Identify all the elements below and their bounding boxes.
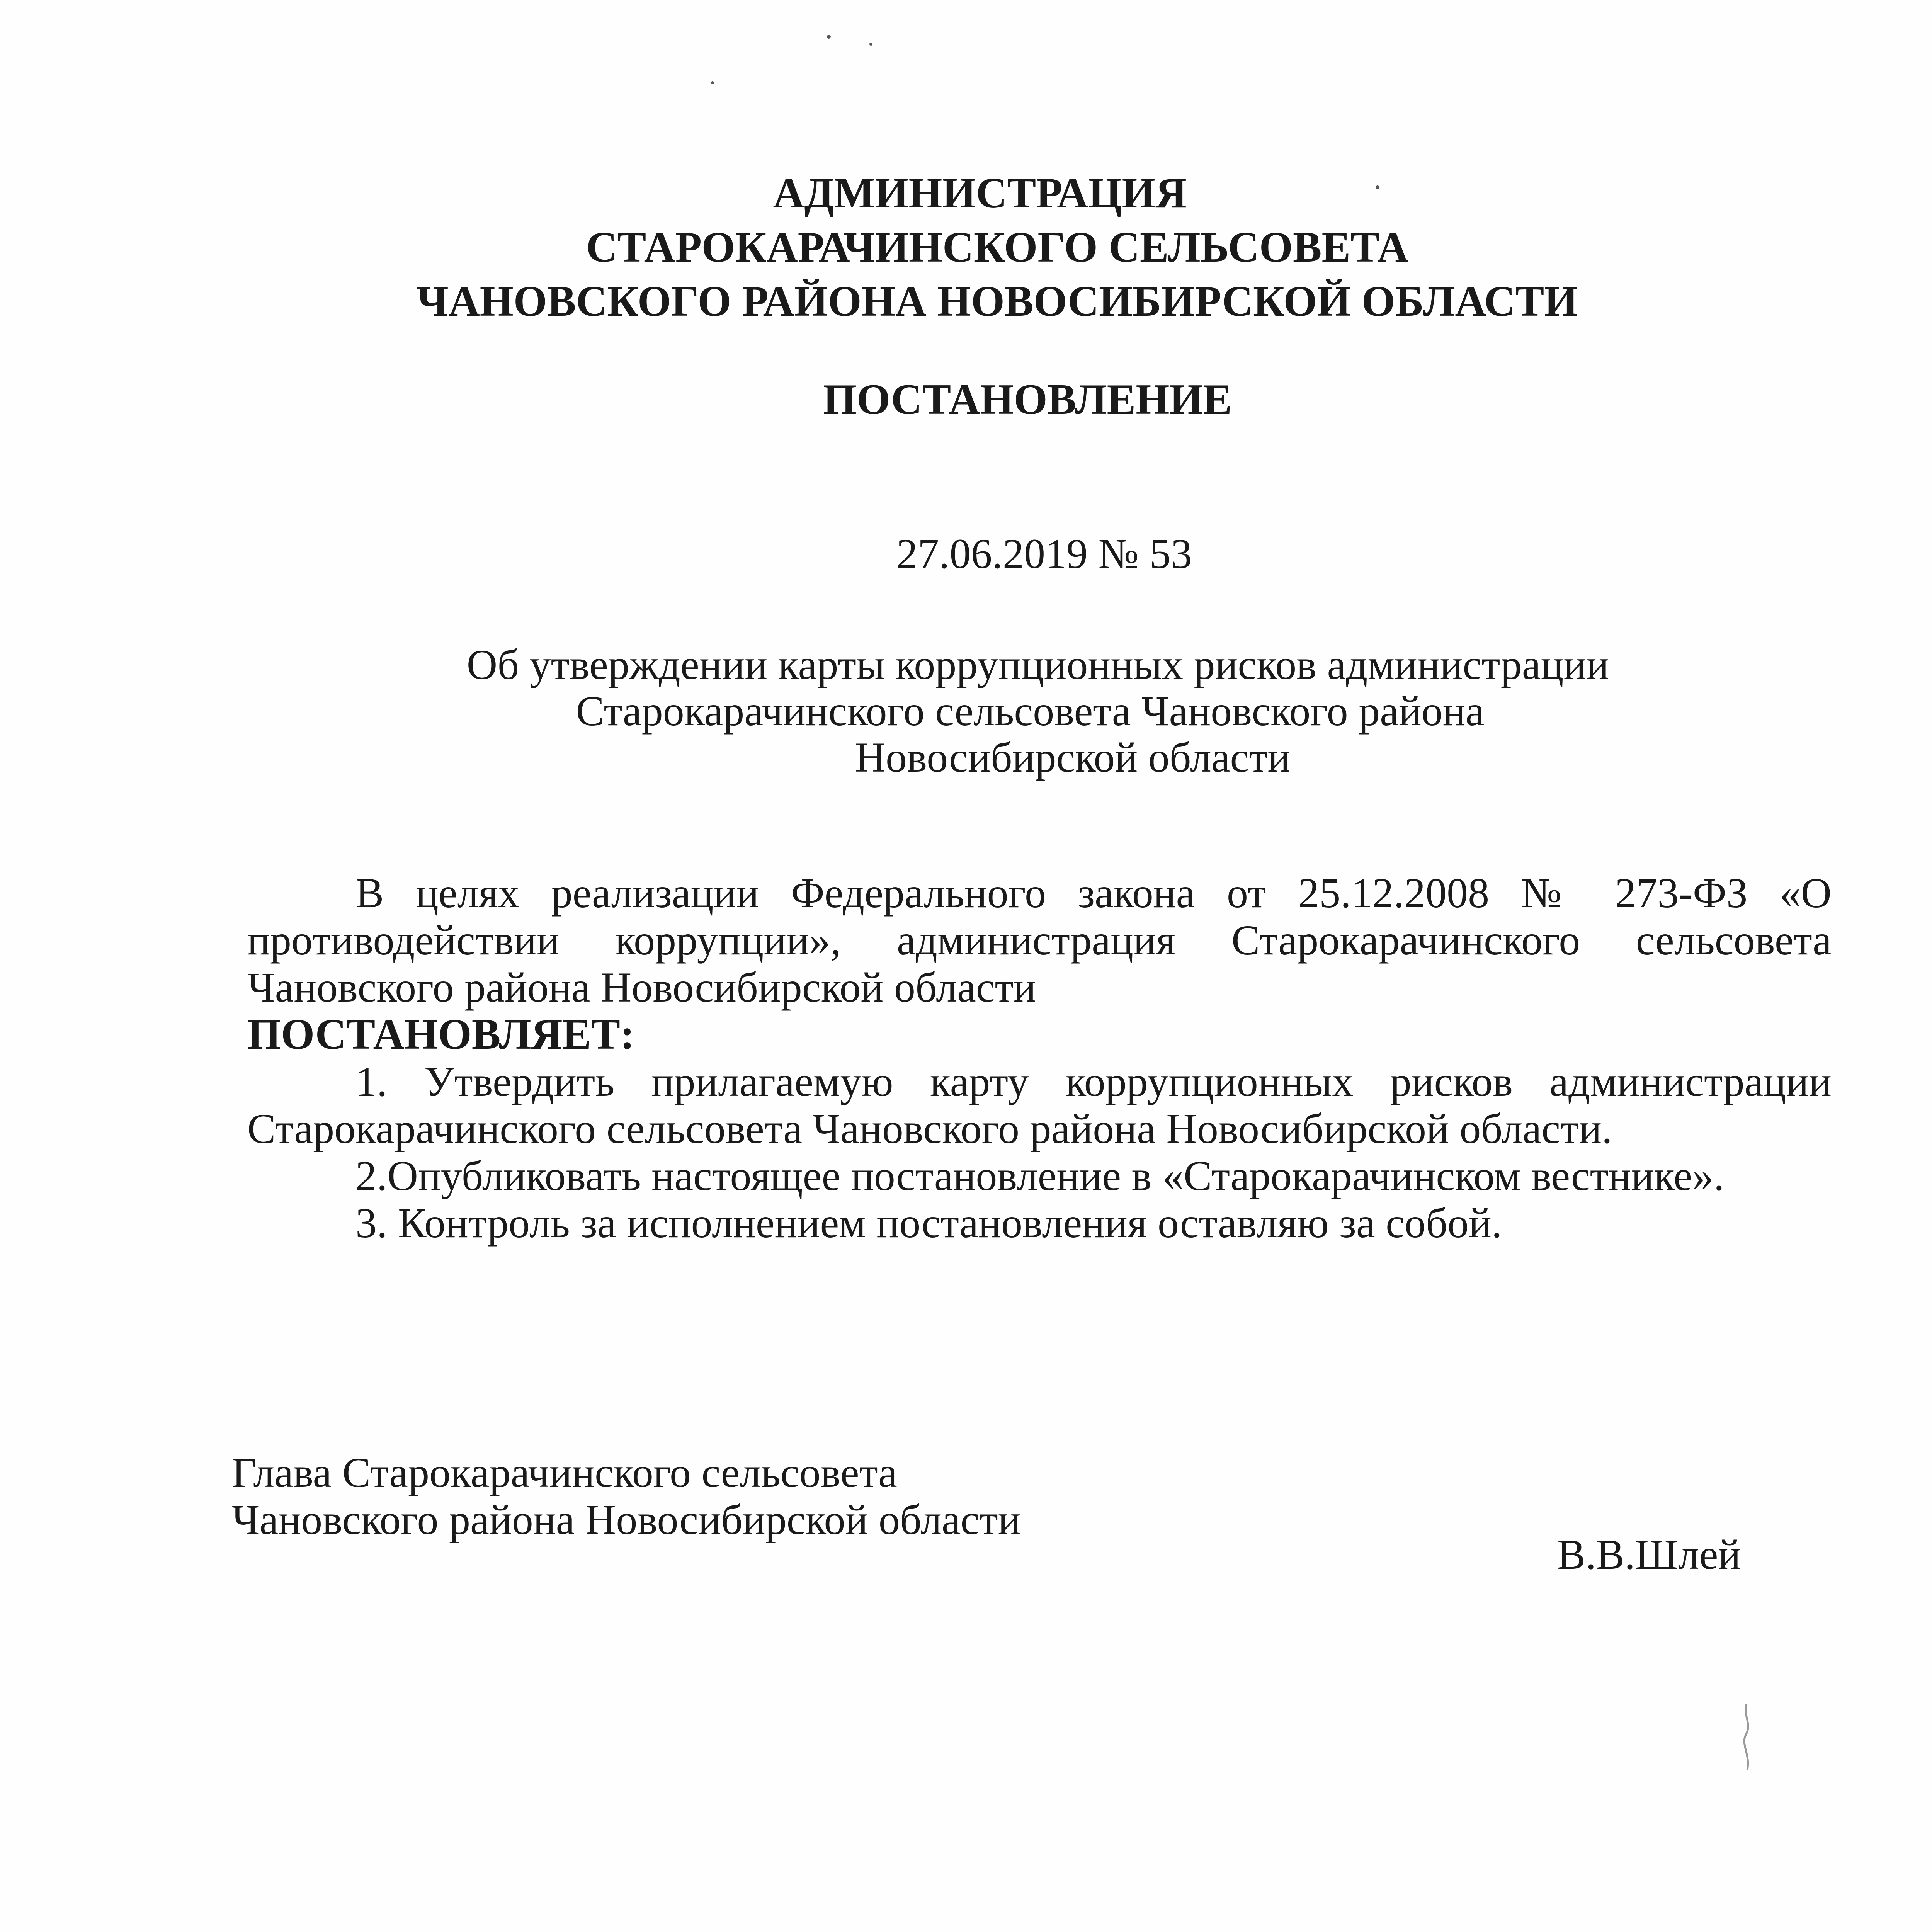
header-line-region: ЧАНОВСКОГО РАЙОНА НОВОСИБИРСКОЙ ОБЛАСТИ	[417, 277, 1578, 325]
document-type-title: ПОСТАНОВЛЕНИЕ	[823, 376, 1232, 423]
subject-line-2: Старокарачинского сельсовета Чановского района	[576, 687, 1485, 735]
document-subject	[0, 641, 1932, 781]
header-line-organization: АДМИНИСТРАЦИЯ	[773, 169, 1187, 217]
resolution-item-1: 1. Утвердить прилагаемую карту коррупционных рисков администрации Старокарачинского сельсовета Чановского района Новосибирской области.	[247, 1058, 1832, 1152]
subject-line-3: Новосибирской области	[855, 734, 1291, 781]
preamble-paragraph: В целях реализации Федерального закона от 25.12.2008 № 273-ФЗ «О противодействии коррупции», администрация Старокарачинского сельсовета Чановского района Новосибирской области	[247, 869, 1832, 1011]
resolves-heading: ПОСТАНОВЛЯЕТ:	[247, 1010, 635, 1058]
signatory-position-line-1: Глава Старокарачинского сельсовета	[232, 1449, 897, 1496]
header-line-council: СТАРОКАРАЧИНСКОГО СЕЛЬСОВЕТА	[586, 223, 1409, 271]
resolution-item-2: 2.Опубликовать настоящее постановление в «Старокарачинском вестнике».	[355, 1152, 1725, 1199]
document-body	[247, 869, 1832, 1247]
signatory-name: В.В.Шлей	[1557, 1531, 1741, 1578]
signatory-position	[232, 1449, 1021, 1543]
document-header	[0, 166, 1932, 328]
resolution-item-3: 3. Контроль за исполнением постановления оставляю за собой.	[355, 1199, 1502, 1247]
signatory-position-line-2: Чановского района Новосибирской области	[232, 1496, 1021, 1543]
document-date-number: 27.06.2019 № 53	[896, 530, 1192, 577]
subject-line-1: Об утверждении карты коррупционных рисков администрации	[466, 641, 1609, 688]
signature-stroke-mark	[1731, 1700, 1762, 1777]
